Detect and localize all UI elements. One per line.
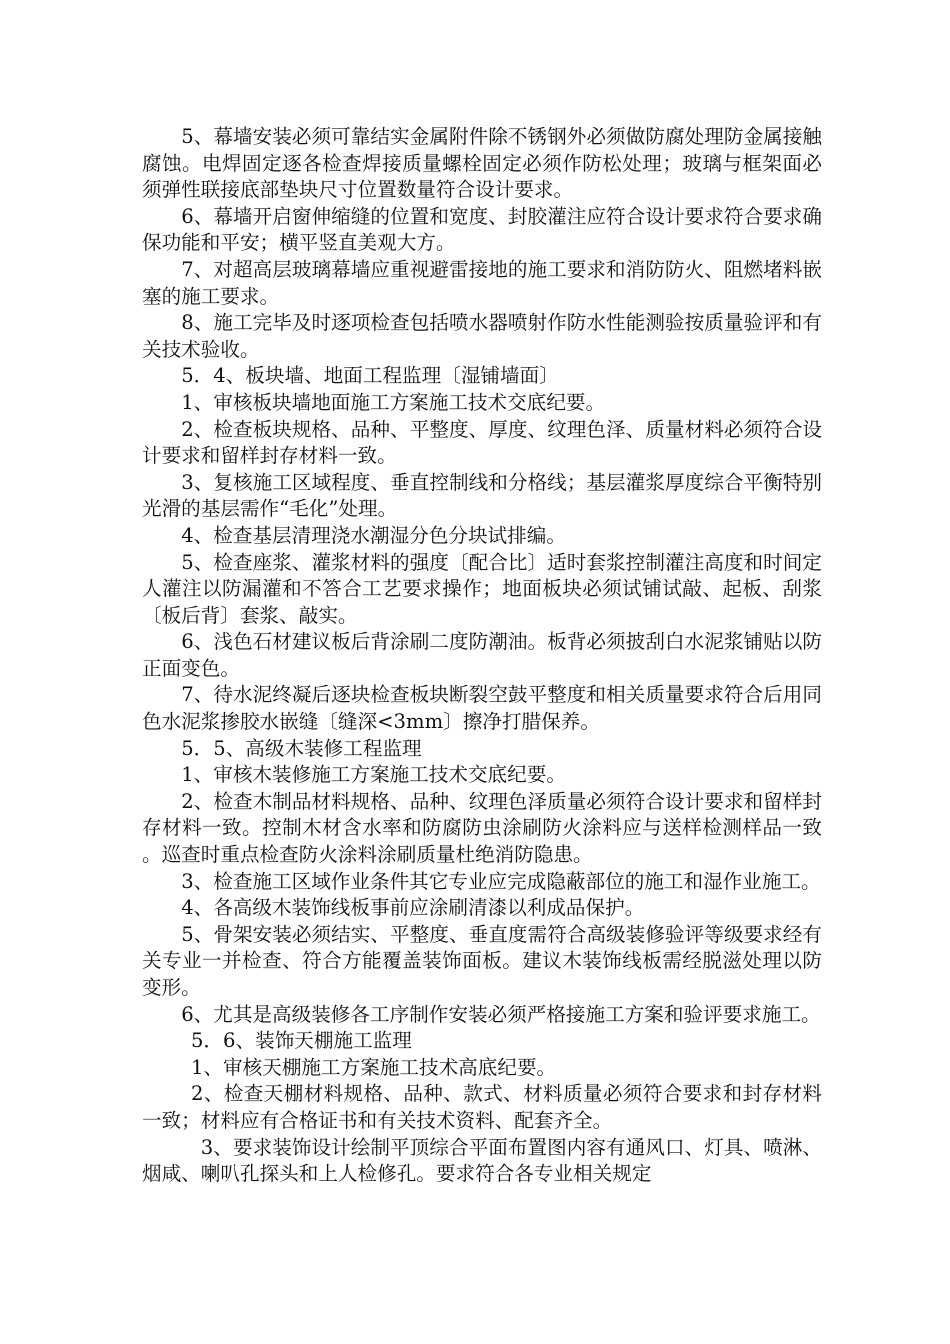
paragraph: 3、检查施工区域作业条件其它专业应完成隐蔽部位的施工和湿作业施工。 [181, 869, 821, 893]
paragraph: 5．5、高级木装修工程监理 [181, 736, 422, 760]
paragraph: 3、复核施工区域程度、垂直控制线和分格线；基层灌浆厚度综合平衡特别光滑的基层需作“毛化”处理。 [142, 470, 822, 521]
paragraph: 2、检查木制品材料规格、品种、纹理色泽质量必须符合设计要求和留样封存材料一致。控制木材含水率和防腐防虫涂刷防火涂料应与送样检测样品一致。巡查时重点检查防火涂料涂刷质量杜绝消防隐患。 [142, 789, 822, 867]
paragraph: 1、审核板块墙地面施工方案施工技术交底纪要。 [181, 390, 606, 414]
paragraph: 3、要求装饰设计绘制平顶综合平面布置图内容有通风口、灯具、喷淋、烟咸、喇叭孔探头和上人检修孔。要求符合各专业相关规定 [142, 1135, 822, 1186]
paragraph: 2、检查板块规格、品种、平整度、厚度、纹理色泽、质量材料必须符合设计要求和留样封存材料一致。 [142, 417, 822, 468]
paragraph: 5、骨架安装必须结实、平整度、垂直度需符合高级装修验评等级要求经有关专业一并检查、符合方能覆盖装饰面板。建议木装饰线板需经脱滋处理以防变形。 [142, 922, 822, 999]
paragraph: 7、待水泥终凝后逐块检查板块断裂空鼓平整度和相关质量要求符合后用同色水泥浆掺胶水嵌缝〔缝深<3mm〕擦净打腊保养。 [142, 683, 822, 734]
paragraph: 8、施工完毕及时逐项检查包括喷水器喷射作防水性能测验按质量验评和有关技术验收。 [142, 311, 822, 361]
paragraph: 7、对超高层玻璃幕墙应重视避雷接地的施工要求和消防防火、阻燃堵料嵌塞的施工要求。 [142, 257, 822, 308]
paragraph: 5．4、板块墙、地面工程监理〔湿铺墙面〕 [181, 364, 559, 388]
paragraph: 1、审核天棚施工方案施工技术高底纪要。 [191, 1055, 557, 1079]
paragraph: 5．6、装饰天棚施工监理 [191, 1029, 412, 1053]
paragraph: 6、幕墙开启窗伸缩缝的位置和宽度、封胶灌注应符合设计要求符合要求确保功能和平安；横平竖直美观大方。 [142, 204, 822, 255]
paragraph: 5、幕墙安装必须可靠结实金属附件除不锈钢外必须做防腐处理防金属接触腐蚀。电焊固定逐各检查焊接质量螺栓固定必须作防松处理；玻璃与框架面必须弹性联接底部垫块尺寸位置数量符合设计要求。 [142, 125, 822, 202]
paragraph: 1、审核木装修施工方案施工技术交底纪要。 [181, 763, 566, 787]
document-body [142, 124, 822, 1188]
paragraph: 2、检查天棚材料规格、品种、款式、材料质量必须符合要求和封存材料一致；材料应有合格证书和有关技术资料、配套齐全。 [142, 1082, 822, 1132]
paragraph: 5、检查座浆、灌浆材料的强度〔配合比〕适时套浆控制灌注高度和时间定人灌注以防漏灌和不答合工艺要求操作；地面板块必须试铺试敲、起板、刮浆〔板后背〕套浆、敲实。 [142, 550, 822, 627]
paragraph: 6、浅色石材建议板后背涂刷二度防潮油。板背必须披刮白水泥浆铺贴以防正面变色。 [142, 630, 822, 680]
paragraph: 6、尤其是高级装修各工序制作安装必须严格接施工方案和验评要求施工。 [181, 1002, 821, 1026]
paragraph: 4、检查基层清理浇水潮湿分色分块试排编。 [181, 523, 566, 547]
paragraph: 4、各高级木装饰线板事前应涂刷清漆以利成品保护。 [181, 896, 645, 920]
